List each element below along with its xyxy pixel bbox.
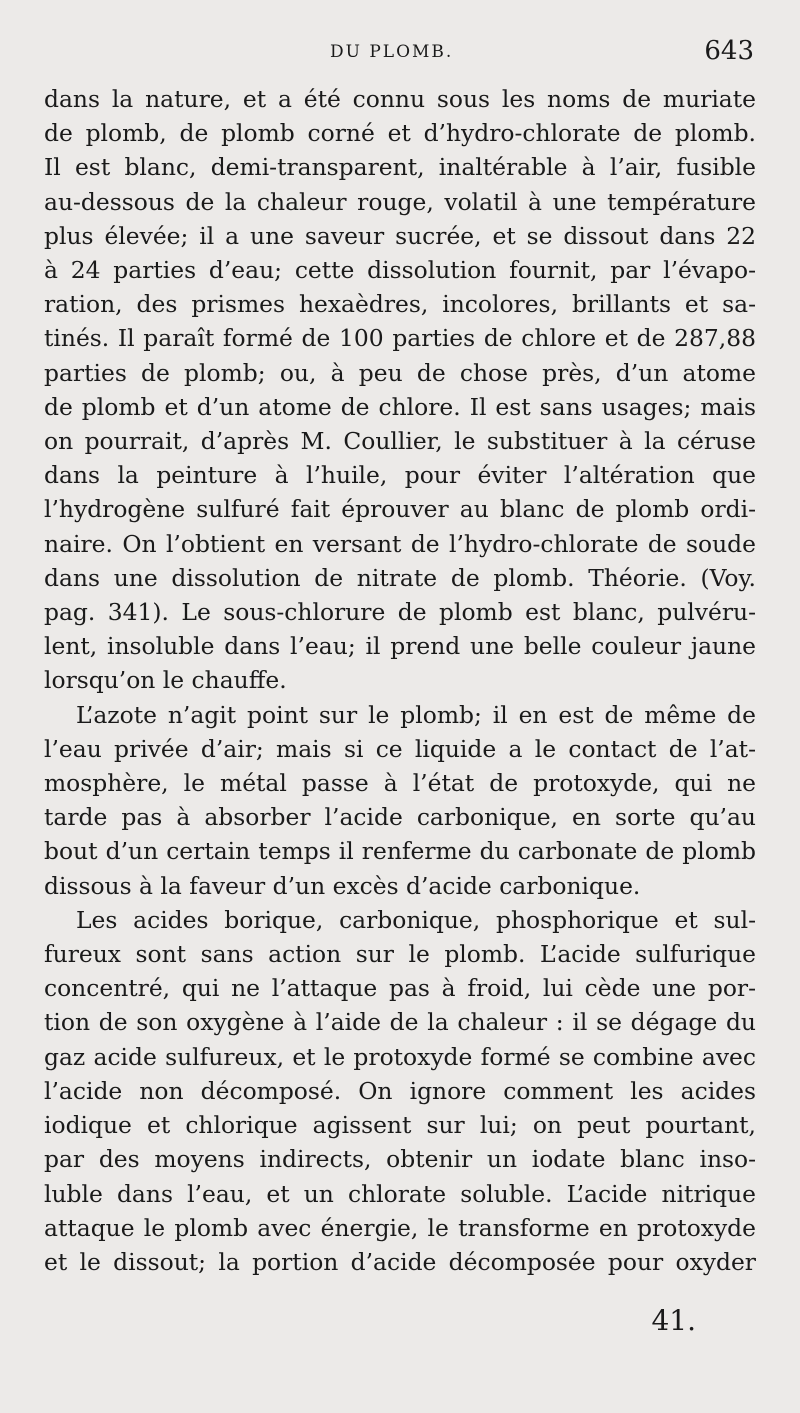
text-line: ration, des prismes hexaèdres, incolores, brillants et sa- bbox=[44, 290, 756, 319]
running-title: DU PLOMB. bbox=[330, 42, 454, 62]
text-line: l’hydrogène sulfuré fait éprouver au blanc de plomb ordi- bbox=[44, 495, 756, 524]
text-line: tinés. Il paraît formé de 100 parties de chlore et de 287,88 bbox=[44, 324, 756, 353]
text-line: pag. 341). Le sous-chlorure de plomb est blanc, pulvéru- bbox=[44, 598, 756, 627]
body-text bbox=[44, 82, 756, 1279]
text-line: on pourrait, d’après M. Coullier, le substituer à la céruse bbox=[44, 427, 756, 456]
text-line: parties de plomb; ou, à peu de chose près, d’un atome bbox=[44, 358, 756, 387]
text-line: bout d’un certain temps il renferme du carbonate de plomb bbox=[44, 837, 756, 866]
text-line: plus élevée; il a une saveur sucrée, et se dissout dans 22 bbox=[44, 221, 756, 250]
text-line: gaz acide sulfureux, et le protoxyde formé se combine avec bbox=[44, 1042, 756, 1071]
text-line: au-dessous de la chaleur rouge, volatil à une température bbox=[44, 187, 756, 216]
text-line: l’eau privée d’air; mais si ce liquide a le contact de l’at- bbox=[44, 734, 756, 763]
text-line: dans la nature, et a été connu sous les noms de muriate bbox=[44, 85, 756, 113]
text-line: à 24 parties d’eau; cette dissolution fournit, par l’évapo- bbox=[44, 256, 756, 285]
text-line: et le dissout; la portion d’acide décomposée pour oxyder bbox=[44, 1247, 756, 1276]
text-line: lent, insoluble dans l’eau; il prend une belle couleur jaune bbox=[44, 632, 756, 661]
text-line: L’azote n’agit point sur le plomb; il en est de même de bbox=[76, 700, 756, 729]
text-line: luble dans l’eau, et un chlorate soluble. L’acide nitrique bbox=[44, 1179, 756, 1208]
text-line: dans la peinture à l’huile, pour éviter l’altération que bbox=[44, 461, 756, 490]
text-line: Il est blanc, demi-transparent, inaltérable à l’air, fusible bbox=[44, 153, 756, 182]
text-line: Les acides borique, carbonique, phosphorique et sul- bbox=[76, 905, 756, 934]
text-line: de plomb et d’un atome de chlore. Il est sans usages; mais bbox=[44, 392, 756, 421]
text-line: fureux sont sans action sur le plomb. L’acide sulfurique bbox=[44, 940, 756, 969]
text-line: tion de son oxygène à l’aide de la chaleur : il se dégage du bbox=[44, 1008, 756, 1037]
text-line: l’acide non décomposé. On ignore comment les acides bbox=[44, 1076, 756, 1105]
signature-mark: 41. bbox=[651, 1304, 696, 1337]
text-line: tarde pas à absorber l’acide carbonique, en sorte qu’au bbox=[44, 803, 756, 832]
text-line: de plomb, de plomb corné et d’hydro-chlorate de plomb. bbox=[44, 119, 756, 148]
text-line: concentré, qui ne l’attaque pas à froid, lui cède une por- bbox=[44, 974, 756, 1003]
text-line: par des moyens indirects, obtenir un iodate blanc inso- bbox=[44, 1145, 756, 1174]
text-line: lorsqu’on le chauffe. bbox=[44, 666, 287, 695]
text-line: dans une dissolution de nitrate de plomb. Théorie. (Voy. bbox=[44, 563, 756, 592]
text-line: mosphère, le métal passe à l’état de protoxyde, qui ne bbox=[44, 769, 756, 798]
text-line: dissous à la faveur d’un excès d’acide carbonique. bbox=[44, 871, 641, 900]
running-head bbox=[0, 36, 800, 76]
text-line: attaque le plomb avec énergie, le transforme en protoxyde bbox=[44, 1213, 756, 1242]
text-line: iodique et chlorique agissent sur lui; on peut pourtant, bbox=[44, 1111, 756, 1140]
page-number: 643 bbox=[704, 36, 754, 66]
text-line: naire. On l’obtient en versant de l’hydro-chlorate de soude bbox=[44, 529, 756, 558]
